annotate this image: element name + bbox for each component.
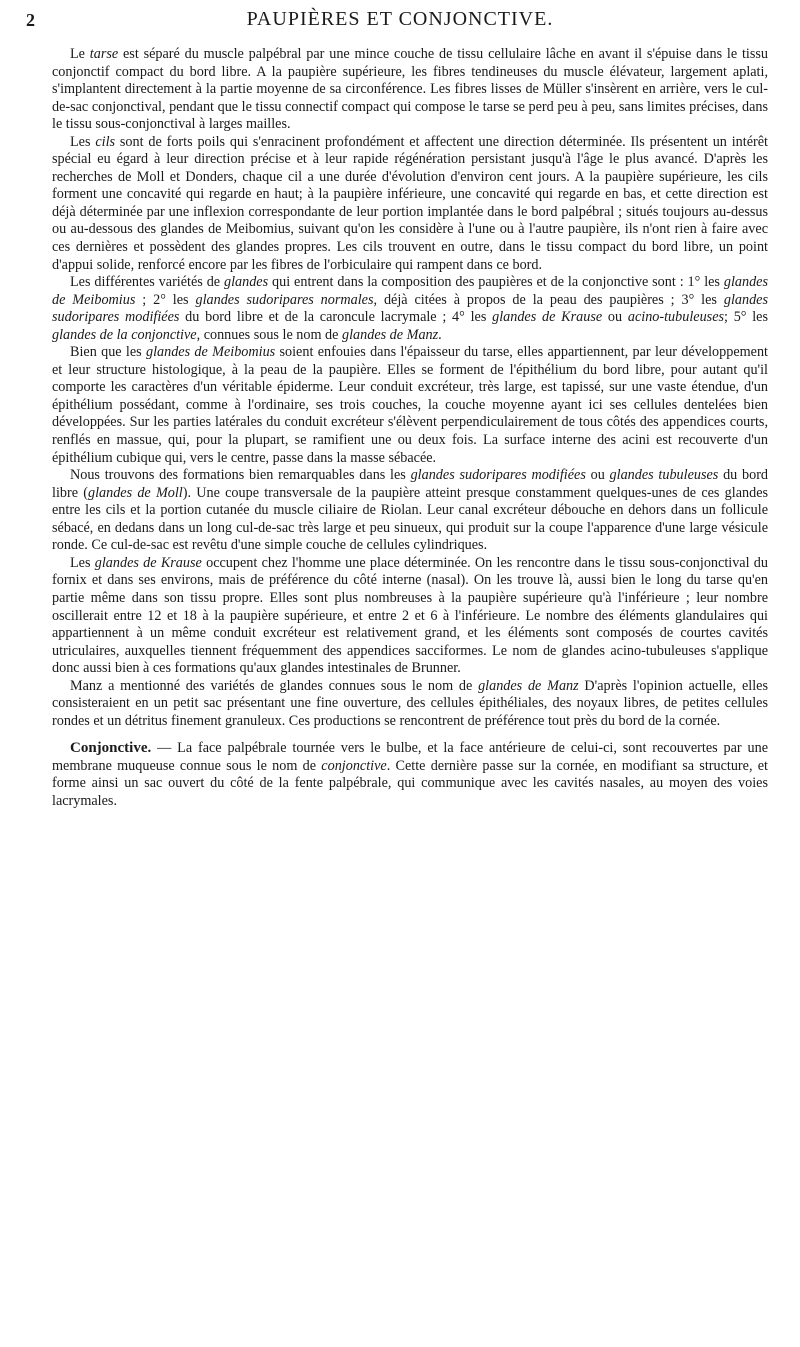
text-run: est séparé du muscle palpébral par une mince couche de tissu cellulaire lâche en avant il s'épuise dans le tissu conjonctif compact du bord libre. A la paupière supérieure, les fibres tendineuses du muscle élévateur, largement aplati, s'implantent directement à la partie moyenne de sa circonférence. Les fibres lisses de Müller s'insèrent en arrière, vers le cul-de-sac conjonctival, pendant que le tissu connectif compact qui compose le tarse se perd peu à peu, sans limites précises, dans le tissu sous-conjonctival à larges mailles. [52,46,768,133]
text-run: occupent chez l'homme une place déterminée. On les rencontre dans le tissu sous-conjonctival du fornix et dans ses environs, mais de préférence du côté interne (nasal). On les trouve là, aussi bien le long du tarse qu'en partie même dans son tissu propre. Elles sont plus nombreuses à la paupière supérieure qu'à l'inférieure ; leur nombre oscillerait entre 12 et 18 à la paupière supérieure, et entre 2 et 6 à l'inférieure. Le nombre des éléments glandulaires qui appartiennent à un même conduit excréteur est relativement grand, et les éléments sont composés de courtes cavités utriculaires, auxquelles tiennent fréquemment des appendices sacciformes. Le nom de glandes acino-tubuleuses s'applique donc aussi bien à ces formations qu'aux glandes intestinales de Brunner. [52,554,768,677]
section-title: Conjonctive. [70,740,152,757]
paragraph-manz [52,678,768,731]
text-run: ou [602,309,628,326]
text-run: , connues sous le nom de [196,326,342,343]
italic-run: glandes de Manz [342,326,439,343]
text-run: du bord libre ( [52,467,769,501]
italic-run: glandes sudoripares modifiées [410,467,586,484]
italic-run: glandes sudoripares modifiées [52,291,768,326]
text-run: Les [70,133,96,150]
text-run: Bien que les [70,344,146,361]
text-run: Manz a mentionné des variétés de glandes connues sous le nom de [70,677,479,694]
italic-run: acino-tubuleuses [627,309,725,326]
italic-run: glandes [223,274,269,291]
text-run: Nous trouvons des formations bien remarquables dans les [70,467,411,484]
page-number: 2 [26,10,35,30]
text-run: Le [70,46,90,62]
italic-run: glandes de la conjonctive [52,326,197,343]
italic-run: conjonctive [321,757,387,774]
paragraph-meibomius [52,344,768,467]
paragraph-cils [52,134,768,274]
italic-run: cils [95,133,116,150]
paragraph-tarse [52,46,768,134]
text-run: , déjà citées à propos de la peau des paupières ; 3° les [373,291,724,308]
italic-run: glandes sudoripares normales [195,291,374,308]
paragraph-glandes-list [52,274,768,344]
text-run: ; 5° les [724,309,769,326]
paragraph-krause [52,555,768,678]
italic-run: glandes de Meibomius [52,274,768,308]
paragraph-conjonctive [52,740,768,810]
paragraph-moll [52,467,768,555]
running-head: PAUPIÈRES ET CONJONCTIVE. [246,8,554,30]
italic-run: glandes de Manz [478,677,579,694]
italic-run: glandes de Meibomius [145,344,276,361]
body-text [52,46,768,811]
text-run: du bord libre et de la caroncule lacrymale ; 4° les [179,309,493,326]
italic-run: glandes de Krause [94,554,202,571]
text-run: . [438,326,442,343]
text-run: ; 2° les [135,291,196,308]
text-run: — La face palpébrale tournée vers le bulbe, et la face antérieure de celui-ci, sont recouvertes par une membrane muqueuse connue sous le nom de [52,740,768,774]
text-run: soient enfouies dans l'épaisseur du tarse, elles appartiennent, par leur développement et leur structure histologique, à la peau de la paupière. Elles se forment de l'épithélium du bord libre, pour autant qu'il comporte les caractères d'un véritable épiderme. Leur conduit excréteur, très large, est tapissé, sur une vaste étendue, d'un épithélium possédant, comme à l'ordinaire, ses trois couches, la couche moyenne ayant ici ses cellules dentelées bien développées. Sur les parties latérales du conduit excréteur s'élèvent perpendiculairement de tous côtés des appendices courts, renflés en massue, qui, pour la plupart, se ramifient une ou deux fois. La surface interne des acini est recouverte d'un épithélium cubique qui, vers le centre, passe dans la masse sébacée. [52,344,768,466]
text-run: ou [585,467,610,484]
text-run: . Cette dernière passe sur la cornée, en modifiant sa structure, et forme ainsi un sac ouvert du côté de la fente palpébrale, qui communique avec les cavités nasales, au moyen des voies lacrymales. [52,757,768,809]
italic-run: glandes tubuleuses [609,467,719,484]
text-run: sont de forts poils qui s'enracinent profondément et affectent une direction déterminée. Ils présentent un intérêt spécial eu égard à leur direction précise et à leur rapide régénération persistant jusqu'à l'âge le plus avancé. D'après les recherches de Moll et Donders, chaque cil a une durée d'évolution d'environ cent jours. A la paupière supérieure, les cils forment une concavité qui regarde en haut; à la paupière inférieure, une concavité qui regarde en bas, et cette direction est déjà déterminée par une inflexion correspondante de leur portion implantée dans le bord palpébral ; situés toujours au-dessus ou au-dessous des glandes de Meibomius, suivant qu'on les considère à l'une ou à l'autre paupière, ils n'ont rien à faire avec ces dernières et possèdent des glandes propres. Les cils trouvent en outre, dans le tissu compact du bord libre, un point d'appui solide, renforcé encore par les fibres de l'orbiculaire qui rampent dans ce bord. [52,133,768,273]
italic-run: glandes de Moll [87,484,183,501]
text-run: qui entrent dans la composition des paupières et de la conjonctive sont : 1° les [268,274,724,291]
italic-run: glandes de Krause [492,309,603,326]
text-run: ). Une coupe transversale de la paupière atteint presque constamment quelques-unes de ces glandes entre les cils et la portion cutanée du muscle ciliaire de Riolan. Leur canal excréteur débouche en dehors dans un follicule sébacé, en dedans dans un long cul-de-sac très large et peu sinueux, qui produit sur la coupe l'apparence d'une large vésicule ronde. Ce cul-de-sac est revêtu d'une simple couche de cellules cylindriques. [52,484,769,554]
text-run: Les [70,554,95,571]
italic-run: tarse [89,46,119,62]
text-run: D'après l'opinion actuelle, elles consisteraient en un petit sac présentant une fine ouverture, des cellules épithéliales, des noyaux libres, de petites cellules rondes et un détritus finement granuleux. Ces productions se rencontrent de préférence tout près du bord de la cornée. [52,677,768,729]
text-run: Les différentes variétés de [70,274,224,291]
